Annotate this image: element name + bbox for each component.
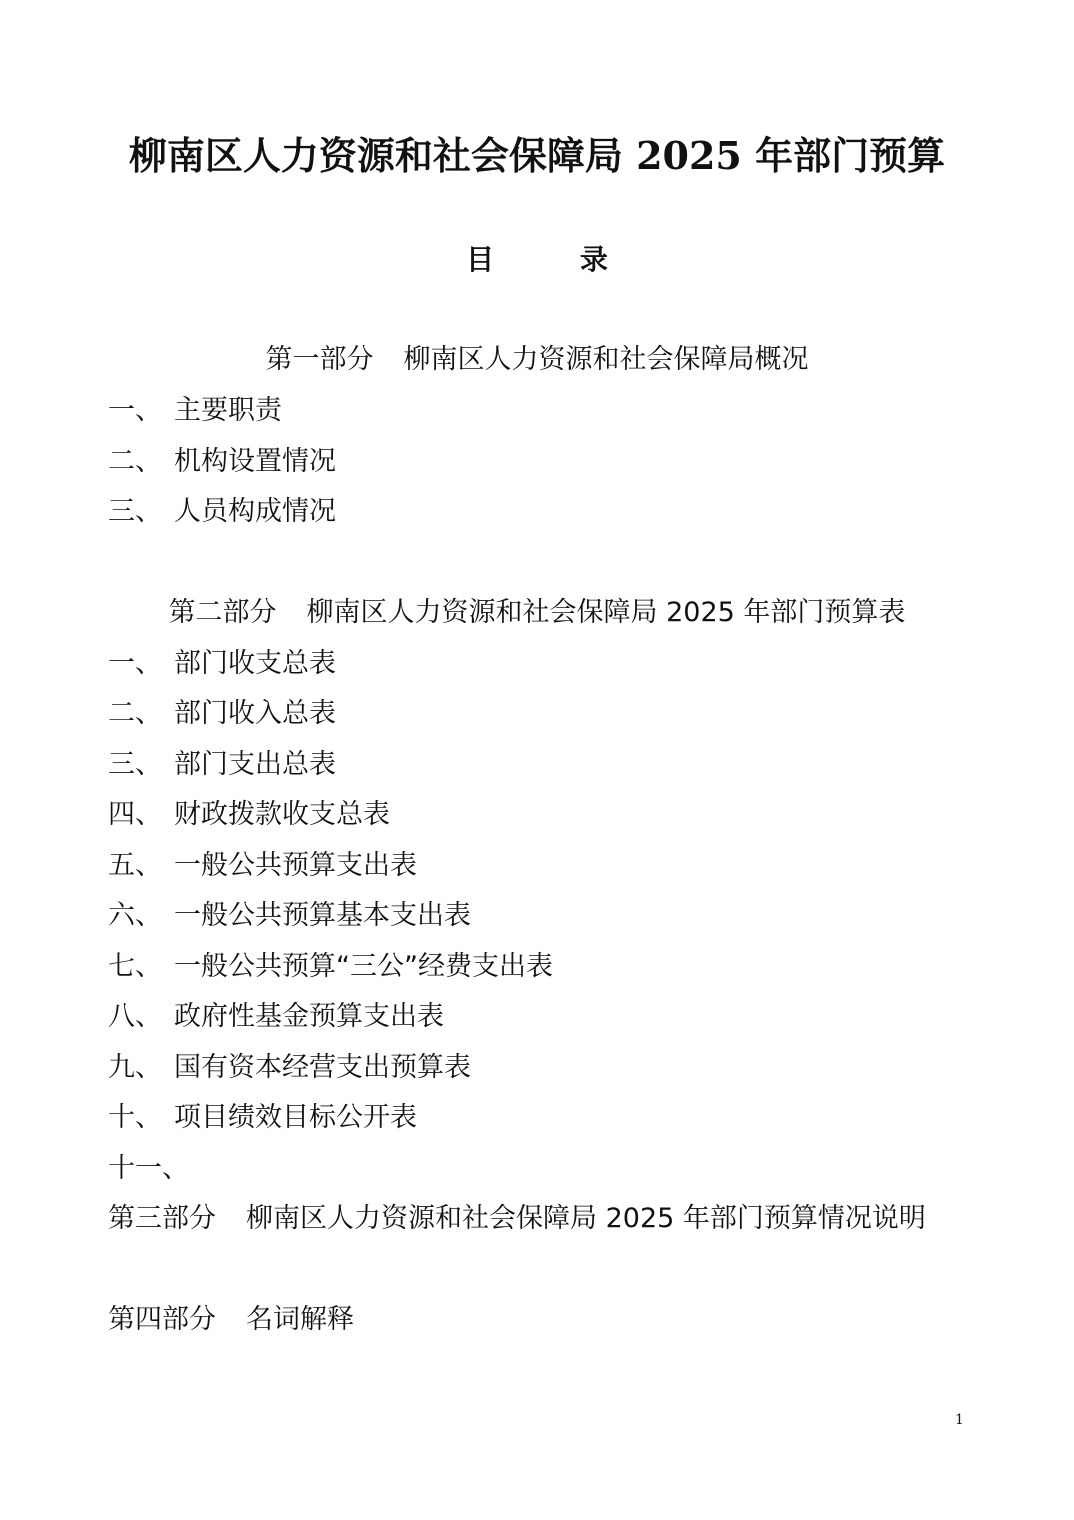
part-four-title: 名词解释 [246, 1304, 354, 1335]
toc-item-text: 部门支出总表 [174, 749, 336, 780]
toc-item [108, 444, 336, 480]
page-number: 1 [955, 1412, 964, 1428]
toc-item [108, 646, 336, 682]
part-two-label: 第二部分 [168, 597, 277, 628]
toc-item [108, 393, 282, 429]
toc-item-number: 八、 [108, 1001, 162, 1032]
toc-item-number: 四、 [108, 799, 162, 830]
toc-item-text: 国有资本经营支出预算表 [174, 1052, 471, 1083]
toc-item-number: 十、 [108, 1102, 162, 1133]
part-three-heading [108, 1201, 926, 1237]
part-four-label: 第四部分 [108, 1304, 216, 1335]
part-two-heading [0, 595, 1074, 631]
toc-item-number: 七、 [108, 951, 162, 982]
toc-item-number: 二、 [108, 698, 162, 729]
toc-item-text: 政府性基金预算支出表 [174, 1001, 444, 1032]
part-three-label: 第三部分 [108, 1203, 216, 1234]
part-one-title: 柳南区人力资源和社会保障局概况 [403, 344, 809, 375]
toc-item-number: 一、 [108, 395, 162, 426]
toc-item-text: 一般公共预算支出表 [174, 850, 417, 881]
toc-item [108, 797, 390, 833]
toc-item-number: 十一、 [108, 1153, 189, 1184]
toc-item [108, 949, 553, 985]
toc-item [108, 1050, 471, 1086]
toc-item-text: 一般公共预算基本支出表 [174, 900, 471, 931]
part-four-heading [108, 1302, 354, 1338]
part-one-heading [0, 342, 1074, 378]
toc-item [108, 1151, 189, 1187]
toc-item-number: 九、 [108, 1052, 162, 1083]
toc-item-number: 三、 [108, 496, 162, 527]
toc-item-text: 财政拨款收支总表 [174, 799, 390, 830]
toc-item-number: 一、 [108, 648, 162, 679]
part-three-title: 柳南区人力资源和社会保障局 2025 年部门预算情况说明 [246, 1203, 926, 1234]
toc-item-number: 六、 [108, 900, 162, 931]
part-two-title: 柳南区人力资源和社会保障局 2025 年部门预算表 [306, 597, 906, 628]
toc-item-text: 部门收支总表 [174, 648, 336, 679]
toc-item-number: 二、 [108, 446, 162, 477]
toc-item [108, 999, 444, 1035]
toc-item-text: 主要职责 [174, 395, 282, 426]
part-one-label: 第一部分 [265, 344, 374, 375]
toc-item-number: 三、 [108, 749, 162, 780]
toc-item-text: 项目绩效目标公开表 [174, 1102, 417, 1133]
toc-item [108, 747, 336, 783]
toc-item [108, 1100, 417, 1136]
toc-item-text: 部门收入总表 [174, 698, 336, 729]
toc-item-number: 五、 [108, 850, 162, 881]
toc-item [108, 696, 336, 732]
toc-item-text: 一般公共预算“三公”经费支出表 [174, 951, 553, 982]
toc-item [108, 494, 336, 530]
document-title: 柳南区人力资源和社会保障局 2025 年部门预算 [128, 133, 946, 178]
toc-heading: 目 录 [466, 243, 646, 276]
toc-item [108, 848, 417, 884]
toc-item-text: 人员构成情况 [174, 496, 336, 527]
toc-item [108, 898, 471, 934]
toc-item-text: 机构设置情况 [174, 446, 336, 477]
